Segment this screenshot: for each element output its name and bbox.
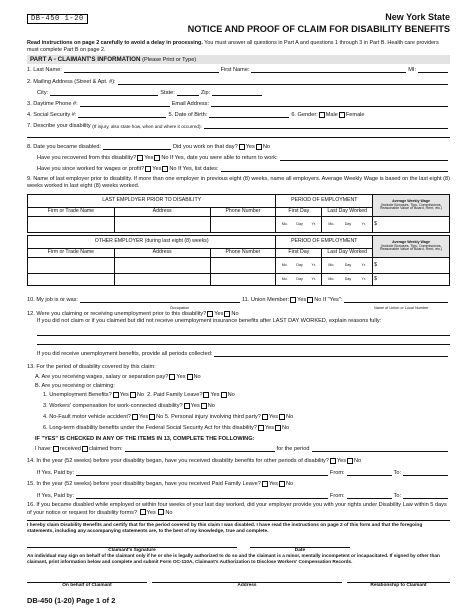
- avg-wage-title: Average Weekly Wage: [392, 239, 430, 244]
- other-periods-yes-checkbox[interactable]: [330, 458, 336, 464]
- date-label: Date: [294, 548, 306, 553]
- female-checkbox[interactable]: [339, 112, 345, 118]
- address-label: Address: [237, 583, 257, 588]
- for-period-label: for the period: [276, 445, 310, 452]
- wc-no-checkbox[interactable]: [201, 403, 207, 409]
- q13b5-row: [27, 425, 450, 431]
- disability-desc-field[interactable]: [204, 122, 448, 129]
- instructions: [27, 40, 450, 54]
- q7-label: 7. Describe your disability: [27, 122, 91, 129]
- q13b-label: B. Are you receiving or claiming:: [35, 383, 115, 389]
- no-label: No: [282, 425, 290, 431]
- last-day-header: Last Day Worked: [322, 249, 373, 258]
- q12-reasons-field-2[interactable]: [37, 344, 450, 345]
- dob-field[interactable]: [209, 111, 289, 118]
- from-label: From:: [329, 492, 345, 499]
- nofault-yes-checkbox[interactable]: [132, 414, 138, 420]
- q4-label: 4. Social Security #:: [27, 111, 77, 118]
- occupation-field[interactable]: [80, 296, 240, 303]
- mo-label: Mo.: [328, 222, 335, 227]
- no-label: No: [156, 414, 164, 420]
- yes-label: Yes: [336, 458, 347, 464]
- no-label: No: [314, 296, 322, 303]
- address-header: Address: [114, 249, 210, 258]
- authorization-notice: An individual may sign on behalf of the claimant only if he or she is legally authorized to do so and the claimant is a minor, mentally incompetent or incapacitated. If signed by other than claimant, print information below and complete and submit Form OC-110A, Claimant's Authorization to Disclose Workers' Compensation Records.: [27, 553, 440, 565]
- to-label: To:: [393, 492, 401, 499]
- email-label: Email Address:: [171, 100, 209, 107]
- email-field[interactable]: [211, 100, 448, 107]
- yes-label: Yes: [144, 154, 154, 161]
- female-label: Female: [345, 111, 365, 118]
- yes-label: Yes: [146, 510, 156, 517]
- yes-label: Yes: [210, 392, 220, 398]
- last-day-cell[interactable]: [322, 217, 373, 233]
- mo-label: Mo.: [328, 263, 335, 268]
- work-that-day-label: Did you work on that day?: [173, 143, 238, 150]
- on-behalf-field[interactable]: [27, 582, 147, 589]
- worked-yes-checkbox[interactable]: [145, 166, 151, 172]
- yes-label: Yes: [245, 143, 255, 150]
- firm-cell[interactable]: [28, 274, 115, 286]
- q5-label: 5. Date of Birth:: [168, 111, 208, 118]
- claimed-checkbox[interactable]: [82, 446, 88, 452]
- q12-periods-row: [27, 350, 450, 357]
- yes-label: Yes: [268, 414, 279, 420]
- other-employer-table: [27, 235, 450, 286]
- no-label: No: [165, 510, 173, 517]
- yes-label: Yes: [297, 296, 307, 303]
- received-label: received: [59, 445, 81, 452]
- third-party-no-checkbox[interactable]: [279, 414, 285, 420]
- yes-label: Yes: [268, 481, 278, 487]
- unemp-yes-checkbox[interactable]: [207, 311, 213, 317]
- claim-period-field[interactable]: [312, 445, 449, 452]
- yr-label: Yr.: [361, 277, 366, 282]
- unemp-benefits-yes-checkbox[interactable]: [113, 392, 119, 398]
- day-label: Day: [344, 277, 352, 282]
- ssdi-yes-checkbox[interactable]: [258, 425, 264, 431]
- yes-label: Yes: [139, 414, 149, 420]
- nofault-no-checkbox[interactable]: [149, 414, 155, 420]
- phone-cell[interactable]: [210, 258, 276, 274]
- q13b1-row: [27, 392, 450, 398]
- q13b4-row: [27, 414, 450, 420]
- q12-label: 12. Were you claiming or receiving unemployment prior to this disability?: [27, 311, 207, 317]
- last-day-cell[interactable]: [322, 258, 373, 274]
- other-periods-no-checkbox[interactable]: [347, 458, 353, 464]
- occupation-sublabel: Occupation: [170, 306, 190, 310]
- relationship-label: Relationship to Claimant: [370, 583, 427, 588]
- mi-field[interactable]: [418, 66, 448, 73]
- phone-field[interactable]: [80, 100, 170, 107]
- no-label: No: [227, 392, 235, 398]
- pfl-no-checkbox[interactable]: [221, 392, 227, 398]
- firm-header: Firm or Trade Name: [28, 249, 115, 258]
- firm-cell[interactable]: [28, 258, 115, 274]
- first-day-cell[interactable]: [276, 258, 322, 274]
- day-label: Day: [296, 222, 303, 227]
- list-dates-field[interactable]: [221, 165, 448, 172]
- claimant-signature-label: Claimant's Signature: [108, 548, 156, 553]
- page-footer: DB-450 (1-20) Page 1 of 2: [27, 596, 116, 605]
- q15-from-field[interactable]: [347, 492, 392, 499]
- city-label: City:: [37, 89, 49, 96]
- address-header: Address: [114, 208, 210, 217]
- last-day-header: Last Day Worked: [322, 208, 373, 217]
- no-label: No: [169, 165, 177, 172]
- no-label: No: [262, 143, 270, 150]
- zip-label: Zip:: [200, 89, 211, 96]
- work-day-yes-checkbox[interactable]: [239, 144, 245, 150]
- last-employer-heading: LAST EMPLOYER PRIOR TO DISABILITY: [28, 195, 276, 208]
- behalf-address-field[interactable]: [152, 582, 342, 589]
- on-behalf-label: On behalf of Claimant: [62, 583, 112, 588]
- first-day-header: First Day: [276, 249, 322, 258]
- q8-row: [27, 143, 450, 150]
- paid-by-label: If Yes, Paid by:: [37, 492, 75, 499]
- q13b3-label: 3. Workers' compensation for work-connected disability?: [43, 403, 183, 409]
- first-day-header: First Day: [276, 208, 322, 217]
- yr-label: Yr.: [311, 277, 316, 282]
- union-name-field[interactable]: [344, 296, 448, 303]
- phone-header: Phone Number: [210, 208, 276, 217]
- yes-label: Yes: [119, 392, 129, 398]
- q8-label: 8. Date you became disabled:: [27, 143, 102, 150]
- last-employer-table: [27, 194, 450, 233]
- form-code-barcode: DB-450 1-20: [27, 14, 88, 24]
- yes-label: Yes: [214, 311, 224, 317]
- pfl-prior-no-checkbox[interactable]: [279, 481, 285, 487]
- q2-row: [27, 78, 450, 85]
- work-day-no-checkbox[interactable]: [256, 144, 262, 150]
- return-date-label: If Yes, date you were able to return to work:: [170, 154, 278, 161]
- q13b1-label: 1. Unemployment Benefits?: [43, 392, 112, 398]
- from-label: From:: [329, 469, 345, 476]
- disability-desc-line-2[interactable]: [27, 137, 450, 138]
- q8-worked-row: [27, 165, 450, 172]
- no-label: No: [207, 403, 215, 409]
- instructions-rest: You must answer all questions in Part A and questions 1 through 3 in Part B. Health care providers must complete Part B on page 2.: [27, 40, 439, 54]
- address-cell[interactable]: [114, 258, 210, 274]
- address-cell[interactable]: [114, 274, 210, 286]
- yr-label: Yr.: [361, 263, 366, 268]
- no-label: No: [285, 481, 294, 487]
- q15-label: 15. In the year (52 weeks) before your disability began, have you received Paid Family Leave?: [27, 481, 261, 487]
- pfl-yes-checkbox[interactable]: [203, 392, 209, 398]
- q13-label: 13. For the period of disability covered by this claim:: [27, 364, 156, 370]
- avg-wage-note: (Include Bonuses, Tips, Commissions, Reasonable Value of Board, Rent, etc.): [379, 243, 443, 252]
- avg-wage-heading: [373, 195, 450, 217]
- received-checkbox[interactable]: [53, 446, 59, 452]
- q3-label: 3. Daytime Phone #:: [27, 100, 78, 107]
- return-date-field[interactable]: [280, 154, 448, 161]
- mailing-address-field[interactable]: [118, 78, 448, 85]
- yr-label: Yr.: [311, 222, 316, 227]
- male-checkbox[interactable]: [319, 112, 325, 118]
- q14-paid-by-field[interactable]: [76, 469, 328, 476]
- zip-field[interactable]: [212, 89, 262, 96]
- paid-by-label: If Yes, Paid by:: [37, 469, 75, 476]
- period-heading: PERIOD OF EMPLOYMENT: [276, 195, 373, 208]
- q16-block: [27, 502, 450, 518]
- other-employer-heading: OTHER EMPLOYER (during last eight (8) weeks): [28, 236, 276, 249]
- periods-collected-field[interactable]: [214, 350, 448, 357]
- q13-have-row: [27, 445, 450, 452]
- union-no-checkbox[interactable]: [307, 297, 313, 303]
- state-label: State:: [160, 89, 175, 96]
- recovered-yes-checkbox[interactable]: [137, 155, 143, 161]
- no-label: No: [161, 154, 169, 161]
- q14-paid-row: [27, 469, 450, 476]
- q12-row: [27, 311, 450, 317]
- worked-since-label: Have you since worked for wages or profit?: [37, 165, 145, 172]
- avg-wage-cell[interactable]: $: [373, 258, 450, 274]
- union-yes-checkbox[interactable]: [290, 297, 296, 303]
- rights-no-checkbox[interactable]: [158, 509, 164, 515]
- q13b4b-label: 5. Personal injury involving third party?: [164, 414, 261, 420]
- last-name-field[interactable]: [64, 66, 219, 73]
- q10-row: [27, 296, 450, 303]
- q10-label: 10. My job is or was:: [27, 296, 78, 303]
- address-cell[interactable]: [114, 217, 210, 233]
- third-party-yes-checkbox[interactable]: [262, 414, 268, 420]
- first-name-label: First Name:: [220, 66, 250, 73]
- q1-row: [27, 66, 450, 73]
- day-label: Day: [344, 263, 352, 268]
- mo-label: Mo.: [281, 263, 288, 268]
- q11-label: 11. Union Member:: [241, 296, 290, 303]
- ssn-field[interactable]: [78, 111, 166, 118]
- first-day-cell[interactable]: [276, 274, 322, 286]
- q13b4-label: 4. No-Fault motor vehicle accident?: [43, 414, 131, 420]
- recovered-no-checkbox[interactable]: [154, 155, 160, 161]
- q4-row: [27, 111, 450, 118]
- q15-paid-row: [27, 492, 450, 499]
- avg-wage-title: Average Weekly Wage: [392, 198, 430, 203]
- q15-row: [27, 481, 450, 487]
- first-name-field[interactable]: [251, 66, 406, 73]
- list-dates-label: If Yes, list dates:: [178, 165, 219, 172]
- avg-wage-note: (Include Bonuses, Tips, Commissions, Reasonable Value of Board, Rent, etc.): [379, 202, 443, 211]
- avg-wage-heading: [373, 236, 450, 258]
- no-label: No: [231, 311, 239, 317]
- phone-cell[interactable]: [210, 274, 276, 286]
- q15-to-field[interactable]: [403, 492, 448, 499]
- part-a-header: [27, 55, 450, 64]
- unemp-benefits-no-checkbox[interactable]: [130, 392, 136, 398]
- no-label: No: [286, 414, 294, 420]
- q7-note: (If injury, also state how, when and where it occurred):: [92, 123, 202, 129]
- have-label: I have:: [35, 445, 52, 452]
- yes-label: Yes: [176, 374, 186, 380]
- mo-label: Mo.: [328, 277, 335, 282]
- avg-wage-cell[interactable]: $: [373, 217, 450, 233]
- day-label: Day: [344, 222, 352, 227]
- rights-yes-checkbox[interactable]: [140, 509, 146, 515]
- union-sublabel: Name of Union or Local Number: [374, 306, 429, 310]
- phone-cell[interactable]: [210, 217, 276, 233]
- q2-label: 2. Mailing Address (Street & Apt. #):: [27, 78, 116, 85]
- q14-from-field[interactable]: [347, 469, 392, 476]
- wages-no-checkbox[interactable]: [187, 374, 193, 380]
- wc-yes-checkbox[interactable]: [184, 403, 190, 409]
- union-if-yes-label: If "Yes":: [322, 296, 343, 303]
- city-field[interactable]: [50, 89, 158, 96]
- q13b2-label: 2. Paid Family Leave?: [147, 392, 203, 398]
- instructions-bold: Read instructions on page 2 carefully to avoid a delay in processing.: [27, 40, 203, 46]
- q14-row: [27, 458, 450, 464]
- yes-label: Yes: [264, 425, 275, 431]
- q13a-label: A. Are you receiving wages, salary or separation pay?: [35, 374, 169, 380]
- phone-header: Phone Number: [210, 249, 276, 258]
- claimed-from-field[interactable]: [125, 445, 275, 452]
- no-label: No: [193, 374, 201, 380]
- to-label: To:: [393, 469, 401, 476]
- q13-if-yes-instruction: IF "YES" IS CHECKED IN ANY OF THE ITEMS IN 13, COMPLETE THE FOLLOWING:: [35, 436, 255, 442]
- q12-if-not: [27, 318, 450, 324]
- q13a-row: [27, 374, 450, 380]
- q8-recovered-row: [27, 154, 450, 161]
- q12-reasons-field[interactable]: [37, 335, 450, 336]
- form-title: NOTICE AND PROOF OF CLAIM FOR DISABILITY BENEFITS: [187, 24, 450, 34]
- recovered-label: Have you recovered from this disability?: [37, 154, 137, 161]
- no-label: No: [136, 392, 144, 398]
- avg-wage-cell[interactable]: $: [373, 274, 450, 286]
- mi-label: MI:: [408, 66, 417, 73]
- firm-header: Firm or Trade Name: [28, 208, 115, 217]
- male-label: Male: [325, 111, 338, 118]
- mo-label: Mo.: [281, 222, 288, 227]
- unemp-no-checkbox[interactable]: [224, 311, 230, 317]
- yes-label: Yes: [190, 403, 200, 409]
- q12-if-not-text: If you did not claim or if you claimed but did not receive unemployment insurance benefits after LAST DAY WORKED, explain reasons fully:: [37, 318, 382, 324]
- q3-row: [27, 100, 450, 107]
- pfl-prior-yes-checkbox[interactable]: [262, 481, 268, 487]
- q1-label: 1. Last Name:: [27, 66, 62, 73]
- part-a-title: PART A - CLAIMANT'S INFORMATION: [30, 56, 141, 63]
- state-heading: New York State: [385, 12, 450, 22]
- part-a-note: (Please Print or Type): [142, 57, 197, 63]
- q13b3-row: [27, 403, 450, 409]
- q9-text: 9. Name of last employer prior to disability. If more than one employer in previous eight (8) weeks, name all employers. Average Weekly Wage is based on the last eight (8) weeks worked in last eight (8) weeks worked.: [27, 176, 450, 189]
- claimed-label: claimed from:: [88, 445, 123, 452]
- yes-label: Yes: [152, 165, 162, 172]
- day-label: Day: [296, 263, 303, 268]
- yr-label: Yr.: [311, 263, 316, 268]
- first-day-cell[interactable]: [276, 217, 322, 233]
- mo-label: Mo.: [281, 277, 288, 282]
- q12-if-did-text: If you did receive unemployment benefits, provide all periods collected:: [37, 350, 213, 357]
- q2-city-row: [27, 89, 450, 96]
- wages-yes-checkbox[interactable]: [169, 374, 175, 380]
- q14-to-field[interactable]: [403, 469, 448, 476]
- date-disabled-field[interactable]: [103, 143, 171, 150]
- certification-text: I hereby claim Disability Benefits and certify that for the period covered by this claim I was disabled. I have read the instructions on page 2 of this form and that the foregoing statements, including any accompanying statements are, to the best of my knowledge, true and complete.: [27, 520, 450, 535]
- q6-label: 6. Gender:: [291, 111, 318, 118]
- q14-label: 14. In the year (52 weeks) before your disability began, have you received disability benefits for other periods of disability?: [27, 458, 329, 464]
- q15-paid-by-field[interactable]: [76, 492, 328, 499]
- worked-no-checkbox[interactable]: [162, 166, 168, 172]
- period-heading: PERIOD OF EMPLOYMENT: [276, 236, 373, 249]
- firm-cell[interactable]: [28, 217, 115, 233]
- day-label: Day: [296, 277, 303, 282]
- state-field[interactable]: [177, 89, 199, 96]
- ssdi-no-checkbox[interactable]: [275, 425, 281, 431]
- q7-row: [27, 122, 450, 129]
- yr-label: Yr.: [361, 222, 366, 227]
- relationship-field[interactable]: [347, 582, 450, 589]
- q16-label: 16. If you became disabled while employed or within four weeks of your last day worked, did your employer provide you with your rights under Disability Law within 5 days of your notice or request for disability forms?: [27, 502, 447, 517]
- no-label: No: [354, 458, 362, 464]
- q13b5-label: 6. Long-term disability benefits under the Federal Social Security Act for this disability?: [43, 425, 257, 431]
- last-day-cell[interactable]: [322, 274, 373, 286]
